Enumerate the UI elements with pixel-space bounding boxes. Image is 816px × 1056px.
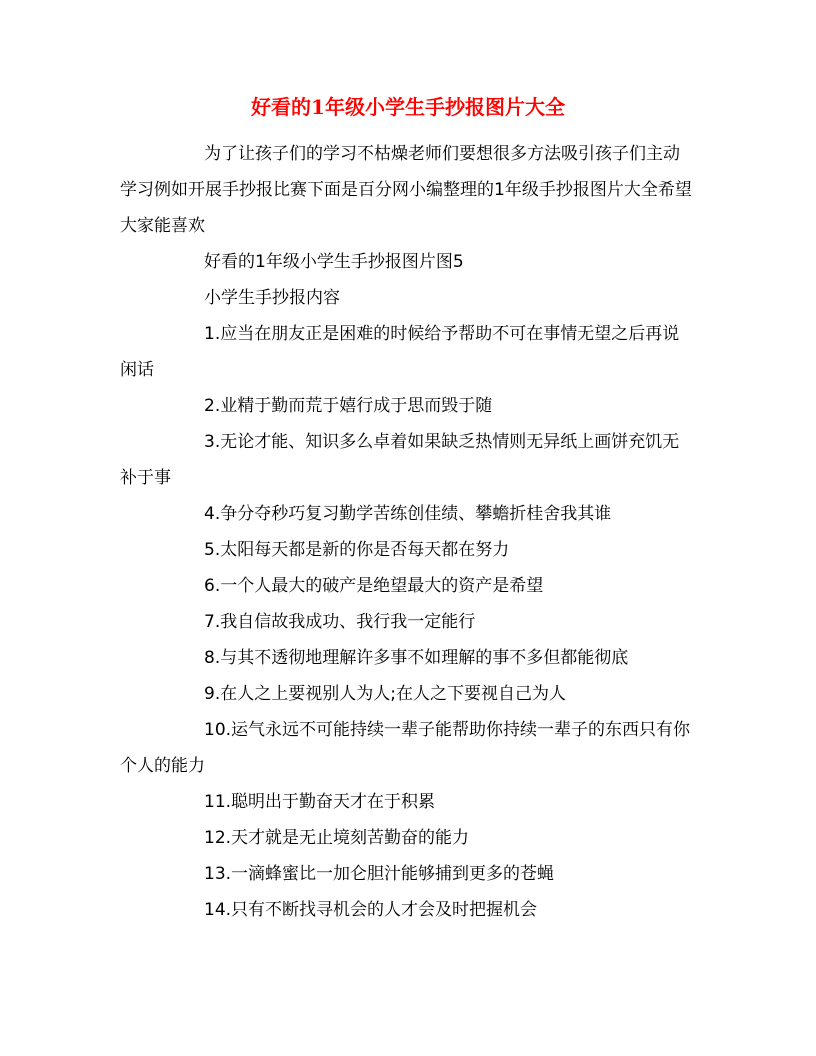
list-item: 1.应当在朋友正是困难的时候给予帮助不可在事情无望之后再说闲话 (120, 324, 680, 380)
list-item: 7.我自信故我成功、我行我一定能行 (204, 612, 476, 632)
list-item: 4.争分夺秒巧复习勤学苦练创佳绩、攀蟾折桂舍我其谁 (204, 504, 612, 524)
list-item: 9.在人之上要视别人为人;在人之下要视自己为人 (204, 684, 566, 704)
list-item: 6.一个人最大的破产是绝望最大的资产是希望 (204, 576, 544, 596)
document-title: 好看的1年级小学生手抄报图片大全 (251, 95, 565, 119)
list-item: 12.天才就是无止境刻苦勤奋的能力 (204, 828, 470, 848)
list-item: 10.运气永远不可能持续一辈子能帮助你持续一辈子的东西只有你个人的能力 (120, 720, 691, 776)
paragraph-section-heading: 小学生手抄报内容 (204, 288, 340, 308)
list-item: 8.与其不透彻地理解许多事不如理解的事不多但都能彻底 (204, 648, 629, 668)
list-item: 13.一滴蜂蜜比一加仑胆汁能够捕到更多的苍蝇 (204, 864, 555, 884)
paragraph-image-caption: 好看的1年级小学生手抄报图片图5 (204, 252, 464, 272)
list-item: 11.聪明出于勤奋天才在于积累 (204, 792, 436, 812)
document-body (120, 136, 692, 928)
list-item: 5.太阳每天都是新的你是否每天都在努力 (204, 540, 510, 560)
list-item: 2.业精于勤而荒于嬉行成于思而毁于随 (204, 396, 493, 416)
list-item: 14.只有不断找寻机会的人才会及时把握机会 (204, 900, 538, 920)
list-item: 3.无论才能、知识多么卓着如果缺乏热情则无异纸上画饼充饥无补于事 (120, 432, 680, 488)
paragraph-intro: 为了让孩子们的学习不枯燥老师们要想很多方法吸引孩子们主动学习例如开展手抄报比赛下面是百分网小编整理的1年级手抄报图片大全希望大家能喜欢 (120, 144, 692, 236)
